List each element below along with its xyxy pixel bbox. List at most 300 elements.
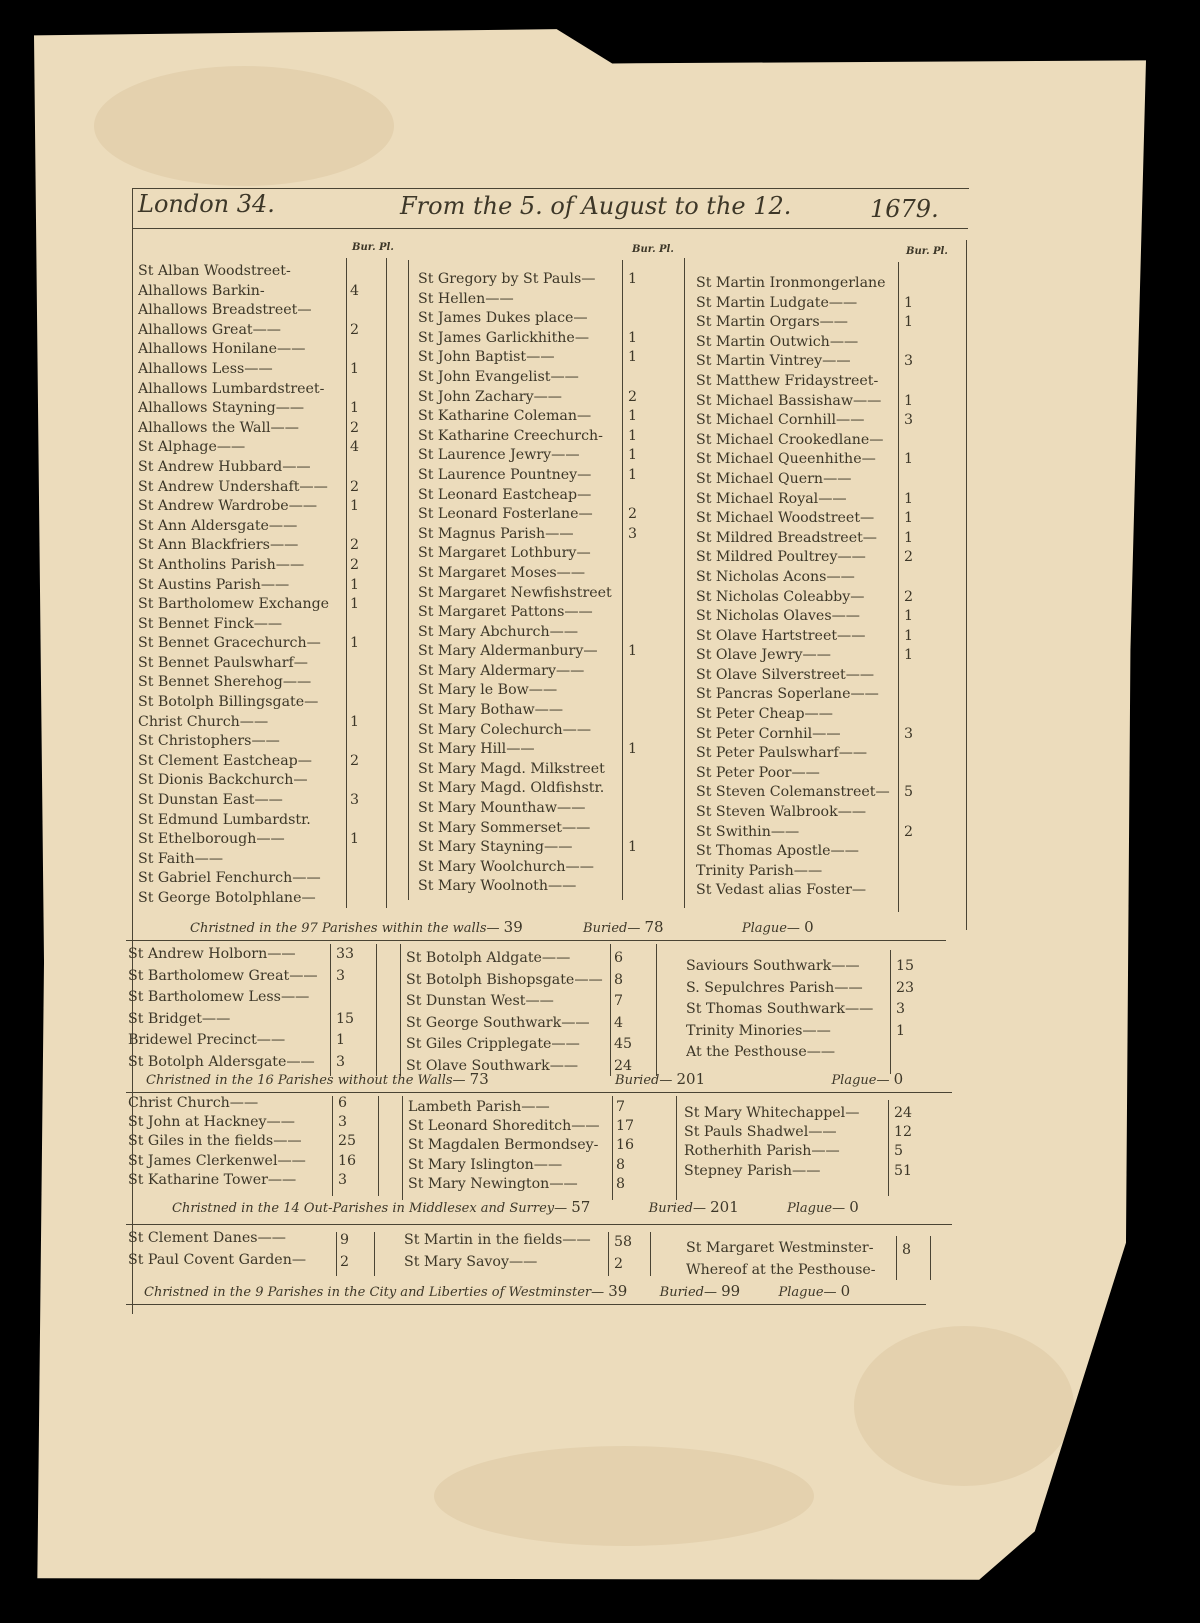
without-walls-col3-names <box>686 956 892 1064</box>
parish-name: St Olave Jewry—— <box>696 647 831 664</box>
parish-name: St Clement Danes—— <box>128 1230 286 1246</box>
parish-name: Alhallows Barkin- <box>138 282 265 299</box>
buried-count <box>904 862 934 882</box>
buried-count: 51 <box>894 1162 913 1179</box>
parish-name: St Ethelborough—— <box>138 831 285 848</box>
column-rule <box>612 1096 613 1200</box>
parish-name: St Dunstan East—— <box>138 792 283 809</box>
parish-name: Christ Church—— <box>138 713 269 730</box>
buried-count <box>628 721 658 741</box>
parish-name: St Mary Woolnoth—— <box>418 878 577 895</box>
column-rule <box>650 1232 651 1276</box>
buried-count: 1 <box>350 713 360 730</box>
parish-name: Saviours Southwark—— <box>686 958 860 974</box>
buried-count: 8 <box>614 971 624 988</box>
buried-count: 15 <box>896 958 915 974</box>
parish-name: St Mary le Bow—— <box>418 682 558 699</box>
buried-count: 1 <box>628 271 638 287</box>
without-walls-plague: 0 <box>893 1070 904 1088</box>
buried-count: 4 <box>614 1014 624 1031</box>
buried-count: 1 <box>336 1032 346 1048</box>
within-walls-col1-names <box>138 262 346 909</box>
buried-count: 1 <box>350 635 360 652</box>
parish-name: St Paul Covent Garden— <box>128 1251 307 1268</box>
westminster-col1-names <box>128 1228 334 1271</box>
buried-count <box>628 799 658 819</box>
parish-name: St Matthew Fridaystreet- <box>696 372 879 389</box>
parish-name: St Martin in the fields—— <box>404 1232 591 1248</box>
westminster-christned-label: Christned in the 9 Parishes in the City and Liberties of Westminster— <box>144 1285 605 1300</box>
parish-name: St Gabriel Fenchurch—— <box>138 870 321 887</box>
westminster-col2-buried <box>614 1232 644 1275</box>
right-rule <box>966 240 967 930</box>
parish-name: Alhallows Stayning—— <box>138 400 305 417</box>
column-rule <box>890 950 891 1074</box>
buried-count <box>350 262 380 282</box>
parish-name: St Olave Southwark—— <box>406 1057 579 1074</box>
parish-name: St Mary Bothaw—— <box>418 702 564 719</box>
parish-name: St Mary Mounthaw—— <box>418 800 586 817</box>
column-rule <box>610 944 611 1076</box>
parish-name: Alhallows Breadstreet— <box>138 302 312 319</box>
column-rule <box>608 1232 609 1276</box>
column-rule <box>676 1096 677 1200</box>
parish-name: St Bartholomew Less—— <box>128 989 310 1005</box>
buried-count: 1 <box>350 576 360 593</box>
buried-count: 2 <box>350 478 360 495</box>
buried-count <box>350 301 380 321</box>
parish-name: St Peter Poor—— <box>696 764 820 781</box>
paper-stain <box>434 1446 814 1546</box>
out-parishes-summary <box>172 1198 859 1216</box>
column-rule <box>684 258 685 908</box>
parish-name: St James Dukes place— <box>418 310 588 327</box>
buried-count: 6 <box>614 950 624 966</box>
out-parishes-plague-label: Plague— <box>787 1201 846 1216</box>
buried-count: 33 <box>336 946 355 962</box>
buried-count: 3 <box>338 1114 348 1131</box>
column-rule <box>336 1232 337 1276</box>
parish-name: St Magdalen Bermondsey- <box>408 1137 599 1154</box>
parish-name: St James Garlickhithe— <box>418 329 590 346</box>
parish-name: St Bennet Gracechurch— <box>138 635 321 652</box>
buried-count: 2 <box>904 823 914 840</box>
parish-name: St Michael Crookedlane— <box>696 431 884 448</box>
parish-name: Stepney Parish—— <box>684 1162 821 1179</box>
parish-name: St Giles Cripplegate—— <box>406 1036 580 1052</box>
buried-count: 3 <box>904 412 914 429</box>
buried-count: 7 <box>614 993 624 1009</box>
parish-name: St Martin Outwich—— <box>696 333 859 350</box>
buried-count: 1 <box>350 400 360 417</box>
buried-count: 1 <box>350 596 360 613</box>
buried-count: 3 <box>904 353 914 370</box>
buried-count <box>628 290 658 310</box>
parish-name: St Mary Woolchurch—— <box>418 858 594 875</box>
parish-name: Trinity Parish—— <box>696 862 823 879</box>
parish-name: St Botolph Aldgate—— <box>406 950 571 966</box>
header-year: 1679. <box>870 195 939 223</box>
buried-count: 24 <box>894 1105 913 1121</box>
parish-name: St Antholins Parish—— <box>138 556 305 573</box>
parish-name: Bridewel Precinct—— <box>128 1032 286 1048</box>
parish-name: St Laurence Pountney— <box>418 466 592 483</box>
parish-name: St Andrew Undershaft—— <box>138 478 328 495</box>
parish-name: Alhallows Great—— <box>138 321 281 338</box>
parish-name: St Mary Magd. Milkstreet <box>418 760 605 777</box>
parish-name: Rotherhith Parish—— <box>684 1143 840 1160</box>
parish-name: St Mary Sommerset—— <box>418 819 591 836</box>
paper-stain <box>94 66 394 186</box>
parish-name: St Andrew Holborn—— <box>128 946 296 962</box>
without-walls-christned: 73 <box>469 1070 489 1088</box>
buried-count: 25 <box>338 1133 357 1150</box>
buried-count: 9 <box>340 1232 350 1248</box>
buried-count <box>904 666 934 686</box>
buried-count <box>350 380 380 400</box>
parish-name: St Leonard Fosterlane— <box>418 506 593 523</box>
buried-count: 2 <box>350 537 360 554</box>
parish-name: St John Evangelist—— <box>418 368 579 385</box>
westminster-buried: 99 <box>721 1282 741 1300</box>
parish-name: S. Sepulchres Parish—— <box>686 979 863 996</box>
buried-count: 1 <box>896 1022 906 1039</box>
column-rule <box>930 1236 931 1280</box>
buried-count: 5 <box>904 784 914 801</box>
parish-name: St Leonard Shoreditch—— <box>408 1118 600 1135</box>
within-walls-plague-label: Plague— <box>741 921 800 936</box>
parish-name: St Steven Colemanstreet— <box>696 784 890 801</box>
parish-name: St Michael Cornhill—— <box>696 412 865 429</box>
column-rule <box>888 1100 889 1196</box>
buried-count: 1 <box>904 529 914 546</box>
within-walls-buried: 78 <box>644 918 664 936</box>
parish-name: St John Baptist—— <box>418 349 555 366</box>
parish-name: St Martin Vintrey—— <box>696 353 851 370</box>
without-walls-buried: 201 <box>676 1070 706 1088</box>
buried-count <box>628 603 658 623</box>
parish-name: St Michael Queenhithe— <box>696 451 876 468</box>
out-parishes-buried: 201 <box>710 1198 739 1216</box>
buried-count: 4 <box>350 282 360 299</box>
column-rule <box>386 258 387 908</box>
parish-name: St Margaret Pattons—— <box>418 604 593 621</box>
without-walls-buried-label: Buried— <box>615 1073 673 1088</box>
within-walls-col3-names <box>696 274 902 901</box>
buried-count <box>350 693 380 713</box>
column-rule <box>376 944 377 1076</box>
parish-name: St Michael Royal—— <box>696 490 847 507</box>
parish-name: St Dunstan West—— <box>406 993 554 1009</box>
buried-count <box>628 760 658 780</box>
buried-count <box>628 681 658 701</box>
parish-name: St Bennet Finck—— <box>138 615 283 632</box>
without-walls-christned-label: Christned in the 16 Parishes without the Walls— <box>146 1073 466 1088</box>
buried-count <box>628 623 658 643</box>
parish-name: St Edmund Lumbardstr. <box>138 811 311 828</box>
without-walls-col1-names <box>128 944 328 1073</box>
without-walls-plague-label: Plague— <box>831 1073 890 1088</box>
buried-count: 1 <box>904 490 914 507</box>
out-parishes-col1-names <box>128 1094 328 1190</box>
column-rule <box>330 944 331 1076</box>
buried-count <box>350 458 380 478</box>
parish-name: St Martin Ironmongerlane <box>696 275 886 291</box>
buried-count: 24 <box>614 1057 633 1074</box>
buried-count: 1 <box>350 831 360 848</box>
buried-count: 2 <box>904 588 914 605</box>
parish-name: St Ann Blackfriers—— <box>138 537 299 554</box>
buried-count: 3 <box>336 1053 346 1070</box>
buried-count: 6 <box>338 1095 348 1111</box>
column-rule <box>378 1096 379 1196</box>
parish-name: St Margaret Moses—— <box>418 564 586 581</box>
buried-count: 45 <box>614 1036 633 1052</box>
parish-name: St Mary Islington—— <box>408 1156 563 1173</box>
parish-name: St Nicholas Acons—— <box>696 568 855 585</box>
buried-count: 1 <box>350 498 360 515</box>
section-rule <box>126 1224 952 1225</box>
buried-count: 2 <box>340 1253 350 1270</box>
buried-count: 8 <box>616 1156 626 1173</box>
buried-count <box>904 764 934 784</box>
buried-count: 2 <box>350 419 360 436</box>
parish-name: St Alban Woodstreet- <box>138 263 291 279</box>
parish-name: St Laurence Jewry—— <box>418 447 580 464</box>
buried-count: 3 <box>336 967 346 984</box>
buried-count <box>628 564 658 584</box>
without-walls-col1-buried <box>336 944 366 1073</box>
column-rule <box>408 260 409 900</box>
buried-count: 8 <box>902 1242 912 1258</box>
parish-name: St Magnus Parish—— <box>418 525 574 542</box>
without-walls-col2-names <box>406 948 610 1077</box>
bottom-rule <box>126 1304 926 1305</box>
parish-name: Alhallows Less—— <box>138 360 273 377</box>
parish-name: St Swithin—— <box>696 823 800 840</box>
buried-count: 4 <box>350 439 360 456</box>
buried-count <box>904 470 934 490</box>
buried-count <box>904 333 934 353</box>
parish-name: St Peter Cheap—— <box>696 706 833 723</box>
parish-name: St Mary Hill—— <box>418 741 535 758</box>
out-parishes-christned-label: Christned in the 14 Out-Parishes in Middlesex and Surrey— <box>172 1201 568 1216</box>
parish-name: St Leonard Eastcheap— <box>418 486 592 503</box>
buried-count <box>628 701 658 721</box>
buried-count: 2 <box>614 1255 624 1272</box>
buried-count <box>350 673 380 693</box>
buried-count <box>628 877 658 897</box>
parish-name: St Michael Woodstreet— <box>696 510 875 527</box>
buried-count: 2 <box>350 752 360 769</box>
buried-count: 1 <box>628 741 638 758</box>
column-rule <box>656 944 657 1076</box>
parish-name: St Steven Walbrook—— <box>696 804 867 821</box>
parish-name: St Giles in the fields—— <box>128 1133 302 1150</box>
header-rule <box>132 228 968 229</box>
parish-name: St Botolph Bishopsgate—— <box>406 971 603 988</box>
parish-name: St Olave Hartstreet—— <box>696 627 866 644</box>
parish-name: St Mary Aldermanbury— <box>418 643 598 660</box>
column-rule <box>374 1232 375 1276</box>
without-walls-summary <box>146 1070 903 1088</box>
buried-count: 2 <box>350 556 360 573</box>
within-walls-plague: 0 <box>804 918 814 936</box>
buried-count <box>902 1262 926 1284</box>
parish-name: St Bridget—— <box>128 1010 231 1027</box>
buried-count: 3 <box>350 792 360 809</box>
within-walls-col2-names <box>418 270 624 897</box>
column-rule <box>400 944 401 1076</box>
column-rule <box>332 1096 333 1196</box>
parish-name: St Pauls Shadwel—— <box>684 1124 837 1141</box>
parish-name: St Bennet Paulswharf— <box>138 654 308 671</box>
column-rule <box>898 262 899 912</box>
buried-count <box>904 685 934 705</box>
buried-count <box>350 811 380 831</box>
out-parishes-plague: 0 <box>849 1198 859 1216</box>
parish-name: St George Southwark—— <box>406 1014 590 1031</box>
within-walls-col2-buried <box>628 270 658 897</box>
parish-name: St George Botolphlane— <box>138 890 316 906</box>
buried-count <box>904 431 934 451</box>
buried-count: 1 <box>628 408 638 425</box>
parish-name: St Christophers—— <box>138 733 280 750</box>
parish-name: St Mildred Breadstreet— <box>696 529 877 546</box>
parish-name: St Mary Whitechappel— <box>684 1105 860 1121</box>
buried-count: 1 <box>628 643 638 660</box>
parish-name: St Mary Stayning—— <box>418 839 573 856</box>
out-parishes-col2-buried <box>616 1098 646 1194</box>
buried-count: 7 <box>616 1099 626 1115</box>
within-walls-christned-label: Christned in the 97 Parishes within the walls— <box>190 921 500 936</box>
buried-count <box>628 309 658 329</box>
buried-count <box>350 732 380 752</box>
parish-name: St Vedast alias Foster— <box>696 882 867 899</box>
without-walls-col3-buried <box>896 956 926 1064</box>
out-parishes-col3-buried <box>894 1104 924 1181</box>
parish-name: St Botolph Billingsgate— <box>138 694 319 711</box>
buried-count <box>350 615 380 635</box>
buried-count <box>904 744 934 764</box>
parish-name: St Nicholas Olaves—— <box>696 608 860 625</box>
parish-name: St Nicholas Coleabby— <box>696 588 865 605</box>
parish-name: St Katharine Coleman— <box>418 408 592 425</box>
buried-count <box>350 869 380 889</box>
parish-name: Alhallows the Wall—— <box>138 419 299 436</box>
buried-count: 1 <box>904 608 914 625</box>
parish-name: St Dionis Backchurch— <box>138 772 308 789</box>
westminster-col2-names <box>404 1230 608 1273</box>
parish-name: St Mary Magd. Oldfishstr. <box>418 780 605 797</box>
westminster-summary <box>144 1282 850 1300</box>
within-walls-buried-label: Buried— <box>583 921 641 936</box>
westminster-plague: 0 <box>840 1282 851 1300</box>
buried-count: 58 <box>614 1234 633 1250</box>
buried-count <box>628 819 658 839</box>
column-rule <box>346 258 347 908</box>
col-heading-2: Bur. Pl. <box>632 244 674 255</box>
buried-count: 8 <box>616 1175 626 1192</box>
buried-count <box>904 803 934 823</box>
parish-name: St Peter Cornhil—— <box>696 725 841 742</box>
buried-count: 1 <box>628 466 638 483</box>
westminster-col3-names <box>686 1238 892 1281</box>
buried-count <box>904 842 934 862</box>
parish-name: St Margaret Newfishstreet <box>418 584 612 601</box>
section-rule <box>126 940 946 941</box>
out-parishes-buried-label: Buried— <box>648 1201 706 1216</box>
within-walls-christned: 39 <box>503 918 523 936</box>
parish-name: Alhallows Honilane—— <box>138 341 306 358</box>
buried-count: 1 <box>628 447 638 464</box>
within-walls-col1-buried <box>350 262 380 909</box>
parish-name: St Mary Abchurch—— <box>418 623 579 640</box>
out-parishes-col2-names <box>408 1098 612 1194</box>
parish-name: St Bartholomew Great—— <box>128 967 318 984</box>
column-rule <box>402 1096 403 1200</box>
within-walls-col3-buried <box>904 274 934 901</box>
parish-name: St Mary Newington—— <box>408 1175 578 1192</box>
col-heading-1: Bur. Pl. <box>352 242 394 253</box>
without-walls-col2-buried <box>614 948 644 1077</box>
out-parishes-col3-names <box>684 1104 888 1181</box>
westminster-col3-buried <box>902 1240 926 1283</box>
buried-count <box>350 889 380 909</box>
parish-name: St Peter Paulswharf—— <box>696 745 868 762</box>
parish-name: St Pancras Soperlane—— <box>696 686 879 703</box>
parish-name: St Bennet Sherehog—— <box>138 674 312 691</box>
buried-count: 1 <box>904 451 914 468</box>
buried-count <box>628 368 658 388</box>
parish-name: Lambeth Parish—— <box>408 1099 550 1115</box>
parish-name: Trinity Minories—— <box>686 1022 831 1039</box>
buried-count <box>904 881 934 901</box>
parish-name: St Alphage—— <box>138 439 246 456</box>
buried-count: 1 <box>904 314 914 331</box>
buried-count: 16 <box>338 1152 357 1169</box>
buried-count: 3 <box>896 1001 906 1017</box>
parish-name: Christ Church—— <box>128 1095 259 1111</box>
parish-name: St Andrew Hubbard—— <box>138 458 311 475</box>
buried-count <box>904 274 934 294</box>
parish-name: St Olave Silverstreet—— <box>696 666 875 683</box>
buried-count <box>904 372 934 392</box>
buried-count: 12 <box>894 1124 913 1141</box>
parish-name: St Michael Quern—— <box>696 470 852 487</box>
buried-count: 16 <box>616 1137 635 1154</box>
parish-name: St Botolph Aldersgate—— <box>128 1053 315 1070</box>
buried-count <box>350 654 380 674</box>
buried-count: 1 <box>628 427 638 444</box>
parish-name: St Mary Savoy—— <box>404 1253 538 1270</box>
paper-stain <box>854 1326 1074 1486</box>
buried-count: 5 <box>894 1143 904 1160</box>
parish-name: St Bartholomew Exchange <box>138 596 330 613</box>
out-parishes-christned: 57 <box>571 1198 591 1216</box>
parish-name: St Mary Aldermary—— <box>418 662 585 679</box>
buried-count <box>628 858 658 878</box>
parish-name: St John Zachary—— <box>418 388 562 405</box>
westminster-buried-label: Buried— <box>659 1285 717 1300</box>
parish-name: St Martin Ludgate—— <box>696 294 858 311</box>
parish-name: St Ann Aldersgate—— <box>138 517 298 534</box>
column-rule <box>896 1236 897 1280</box>
buried-count <box>904 705 934 725</box>
parish-name: At the Pesthouse—— <box>686 1044 836 1060</box>
parish-name: St Hellen—— <box>418 290 514 307</box>
buried-count: 3 <box>338 1171 348 1188</box>
